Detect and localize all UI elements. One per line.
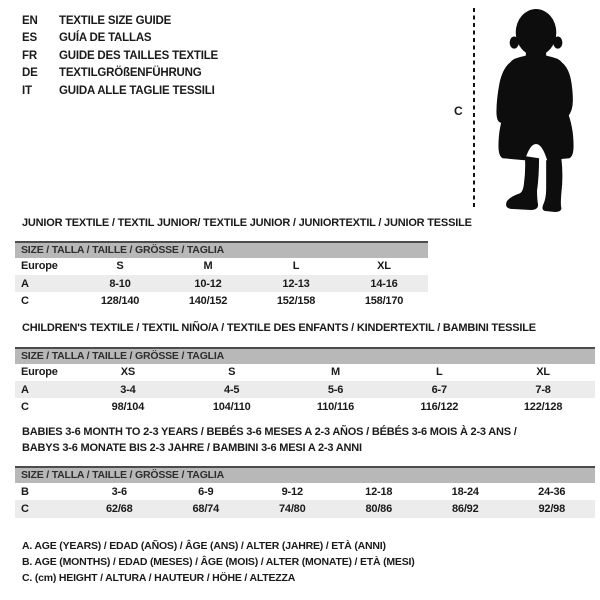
language-code: DE [22, 67, 38, 80]
legend-footnote: B. AGE (MONTHS) / EDAD (MESES) / ÂGE (MOIS) / ALTER (MONATE) / ETÀ (MESI) [22, 555, 415, 568]
language-row [22, 12, 218, 30]
legend-footnote: A. AGE (YEARS) / EDAD (AÑOS) / ÂGE (ANS) / ALTER (JAHRE) / ETÀ (ANNI) [22, 540, 386, 552]
junior-section-title: JUNIOR TEXTILE / TEXTIL JUNIOR/ TEXTILE JUNIOR / JUNIORTEXTIL / JUNIOR TESSILE [22, 217, 472, 229]
babies-size-table [15, 466, 595, 518]
row-label: A [21, 383, 29, 396]
size-table-row [15, 381, 595, 398]
size-cell: 5-6 [327, 383, 344, 396]
size-table-row [15, 398, 595, 415]
size-cell: 14-16 [370, 277, 398, 290]
row-label: Europe [21, 260, 58, 273]
size-cell: 3-6 [111, 485, 127, 498]
size-table-row [15, 500, 595, 517]
children-size-section [15, 321, 595, 416]
size-cell: 12-18 [365, 485, 393, 498]
size-cell: 4-5 [224, 383, 240, 396]
size-cell: 6-9 [198, 485, 214, 498]
size-table-row [15, 292, 428, 309]
language-row [22, 82, 218, 100]
row-label: C [21, 503, 29, 516]
language-code: ES [22, 32, 37, 45]
baby-figure [448, 4, 593, 216]
height-measure-label: C [454, 104, 463, 118]
size-cell: 128/140 [100, 294, 140, 307]
size-cell: 86/92 [451, 503, 479, 516]
size-cell: 140/152 [188, 294, 228, 307]
language-label: TEXTILE SIZE GUIDE [59, 14, 172, 27]
size-cell: L [436, 366, 443, 379]
junior-size-section [15, 216, 472, 310]
size-cell: 8-10 [109, 277, 131, 290]
size-cell: XS [120, 366, 136, 379]
size-cell: 104/110 [212, 400, 251, 413]
children-section-title: CHILDREN'S TEXTILE / TEXTIL NIÑO/A / TEXTILE DES ENFANTS / KINDERTEXTIL / BAMBINI TESSILE [22, 322, 536, 334]
size-cell: 152/158 [276, 294, 316, 307]
size-header-bar: SIZE / TALLA / TAILLE / GRÖSSE / TAGLIA [15, 466, 595, 483]
size-cell: 68/74 [192, 503, 220, 516]
size-table-row [15, 275, 428, 292]
row-label: A [21, 277, 29, 290]
size-cell: 92/98 [538, 503, 566, 516]
babies-section-title: BABIES 3-6 MONTH TO 2-3 YEARS / BEBÉS 3-6 MESES A 2-3 AÑOS / BÉBÉS 3-6 MOIS À 2-3 ANS / [22, 426, 517, 438]
size-cell: S [116, 260, 124, 273]
size-cell: 116/122 [420, 400, 459, 413]
size-cell: XL [377, 260, 391, 273]
size-cell: 74/80 [278, 503, 306, 516]
legend-footnotes [22, 539, 415, 586]
language-row [22, 47, 218, 65]
babies-size-section [15, 425, 595, 518]
size-table-row [15, 258, 428, 275]
row-label: C [21, 294, 29, 307]
size-cell: 9-12 [281, 485, 303, 498]
size-cell: 18-24 [451, 485, 479, 498]
junior-size-table [15, 241, 428, 310]
size-cell: M [203, 260, 213, 273]
language-code: EN [22, 14, 38, 27]
row-label: Europe [21, 366, 58, 379]
language-label: GUIDE DES TAILLES TEXTILE [59, 49, 218, 62]
children-size-table [15, 347, 595, 416]
row-label: C [21, 400, 29, 413]
size-cell: 98/104 [111, 400, 145, 413]
legend-footnote: C. (cm) HEIGHT / ALTURA / HAUTEUR / HÖHE / ALTEZZA [22, 571, 296, 584]
language-row [22, 30, 218, 48]
row-label: B [21, 485, 29, 498]
size-cell: 110/116 [316, 400, 355, 413]
size-cell: 6-7 [431, 383, 447, 396]
size-cell: XL [536, 366, 550, 379]
size-cell: 10-12 [194, 277, 222, 290]
language-code: IT [22, 84, 32, 97]
language-row [22, 65, 218, 83]
size-cell: 12-13 [282, 277, 310, 290]
language-label: TEXTILGRÖßENFÜHRUNG [59, 67, 202, 80]
height-measure-line [473, 8, 475, 208]
size-cell: 7-8 [535, 383, 551, 396]
size-cell: S [228, 366, 236, 379]
toddler-silhouette-icon [484, 6, 586, 214]
language-label: GUIDA ALLE TAGLIE TESSILI [59, 84, 215, 97]
language-label: GUÍA DE TALLAS [59, 32, 152, 45]
size-cell: 3-4 [120, 383, 136, 396]
language-code: FR [22, 49, 37, 62]
language-list [22, 12, 218, 100]
size-cell: 62/68 [105, 503, 133, 516]
size-table-row [15, 483, 595, 500]
size-header-bar: SIZE / TALLA / TAILLE / GRÖSSE / TAGLIA [15, 241, 428, 258]
size-cell: 158/170 [364, 294, 404, 307]
size-table-row [15, 364, 595, 381]
size-cell: L [292, 260, 300, 273]
size-header-bar: SIZE / TALLA / TAILLE / GRÖSSE / TAGLIA [15, 347, 595, 364]
babies-section-title-line2: BABYS 3-6 MONATE BIS 2-3 JAHRE / BAMBINI 3-6 MESI A 2-3 ANNI [22, 441, 362, 454]
size-cell: 80/86 [365, 503, 393, 516]
size-cell: M [331, 366, 340, 379]
size-cell: 24-36 [538, 485, 566, 498]
size-cell: 122/128 [523, 400, 563, 413]
